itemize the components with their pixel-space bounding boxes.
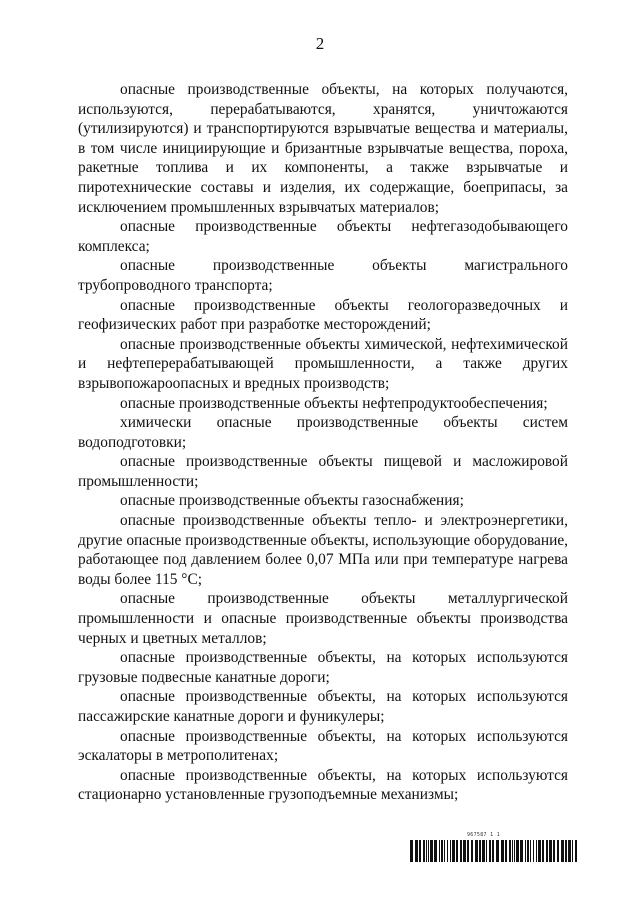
barcode-bar bbox=[452, 840, 455, 862]
paragraph-escalators: опасные производственные объекты, на которых используются эскалаторы в метрополитенах; bbox=[78, 727, 568, 765]
barcode-bar bbox=[447, 840, 448, 862]
barcode-bar bbox=[542, 840, 544, 862]
barcode-bar bbox=[463, 840, 466, 862]
barcode-bar bbox=[525, 840, 526, 862]
barcode-bar bbox=[471, 840, 473, 862]
paragraph-geology: опасные производственные объекты геологоразведочных и геофизических работ при разработке месторождений; bbox=[78, 296, 568, 334]
barcode-bar bbox=[536, 840, 537, 862]
barcode-bar bbox=[512, 840, 513, 862]
barcode-bar bbox=[561, 840, 564, 862]
barcode bbox=[410, 840, 580, 862]
barcode-bar bbox=[482, 840, 485, 862]
barcode-bar bbox=[439, 840, 440, 862]
barcode-bar bbox=[530, 840, 531, 862]
barcode-bar bbox=[557, 840, 559, 862]
barcode-bar bbox=[572, 840, 573, 862]
barcode-bar bbox=[520, 840, 523, 862]
barcode-bar bbox=[565, 840, 567, 862]
barcode-bar bbox=[434, 840, 437, 862]
barcode-bar bbox=[505, 840, 507, 862]
scan-code: 967587 1 1 bbox=[467, 832, 501, 838]
barcode-bar bbox=[426, 840, 427, 862]
barcode-bar bbox=[575, 840, 577, 862]
paragraph-petroleum-supply: опасные производственные объекты нефтепродуктообеспечения; bbox=[120, 394, 548, 412]
barcode-bar bbox=[410, 840, 413, 862]
barcode-bar bbox=[546, 840, 548, 862]
paragraph-pipeline: опасные производственные объекты магистрального трубопроводного транспорта; bbox=[78, 257, 568, 294]
body-text bbox=[78, 80, 568, 805]
barcode-bar bbox=[444, 840, 445, 862]
barcode-bar bbox=[553, 840, 555, 862]
barcode-bar bbox=[514, 840, 515, 862]
barcode-bar bbox=[467, 840, 469, 862]
barcode-bar bbox=[492, 840, 494, 862]
barcode-bar bbox=[450, 840, 451, 862]
barcode-bar bbox=[501, 840, 504, 862]
barcode-bar bbox=[533, 840, 534, 862]
barcode-bar bbox=[479, 840, 481, 862]
barcode-bar bbox=[527, 840, 529, 862]
page-number: 2 bbox=[315, 34, 325, 53]
barcode-bar bbox=[486, 840, 487, 862]
paragraph-passenger-ropeways: опасные производственные объекты, на которых используются пассажирские канатные дороги и фуникулеры; bbox=[78, 688, 568, 725]
paragraph-gas-supply: опасные производственные объекты газоснабжения; bbox=[120, 492, 464, 510]
barcode-bar bbox=[489, 840, 491, 862]
paragraph-food-industry: опасные производственные объекты пищевой и масложировой промышленности; bbox=[78, 453, 568, 490]
barcode-bar bbox=[419, 840, 421, 862]
barcode-bar bbox=[415, 840, 418, 862]
barcode-bar bbox=[549, 840, 552, 862]
paragraph-metallurgy: опасные производственные объекты металлургической промышленности и опасные производственные объекты производства черных и цветных металлов; bbox=[78, 590, 568, 647]
paragraph-oil-gas: опасные производственные объекты нефтегазодобывающего комплекса; bbox=[78, 218, 568, 255]
paragraph-cargo-ropeways: опасные производственные объекты, на которых используются грузовые подвесные канатные дороги; bbox=[78, 649, 568, 686]
barcode-bar bbox=[475, 840, 478, 862]
barcode-bar bbox=[460, 840, 462, 862]
barcode-bar bbox=[516, 840, 519, 862]
paragraph-chemical: опасные производственные объекты химической, нефтехимической и нефтеперерабатывающей промышленности, а также других взрывопожароопасных и вредных производств; bbox=[78, 335, 568, 392]
barcode-bar bbox=[456, 840, 458, 862]
paragraph-explosives: опасные производственные объекты, на которых получаются, используются, перерабатываются, хранятся, уничтожаются (утилизируются) и транспортируются взрывчатые вещества и материалы, в том числе инициирующие и бризантные взрывчатые вещества, пороха, ракетные топлива и их компоненты, а также взрывчатые и пиротехнические составы и изделия, их содержащие, боеприпасы, за исключением промышленных взрывчатых материалов; bbox=[78, 81, 568, 216]
barcode-bar bbox=[428, 840, 429, 862]
barcode-bar bbox=[568, 840, 571, 862]
barcode-bar bbox=[430, 840, 433, 862]
paragraph-lifting-mechanisms: опасные производственные объекты, на которых используются стационарно установленные грузоподъемные механизмы; bbox=[78, 766, 568, 804]
barcode-bar bbox=[509, 840, 511, 862]
barcode-bar bbox=[496, 840, 499, 862]
barcode-bar bbox=[538, 840, 541, 862]
barcode-bar bbox=[423, 840, 425, 862]
barcode-bar bbox=[441, 840, 443, 862]
paragraph-water-treatment: химически опасные производственные объекты систем водоподготовки; bbox=[78, 414, 568, 451]
paragraph-power: опасные производственные объекты тепло- и электроэнергетики, другие опасные производственные объекты, использующие оборудование, работающее под давлением более 0,07 МПа или при температуре нагрева воды более 115 °С; bbox=[78, 512, 568, 588]
